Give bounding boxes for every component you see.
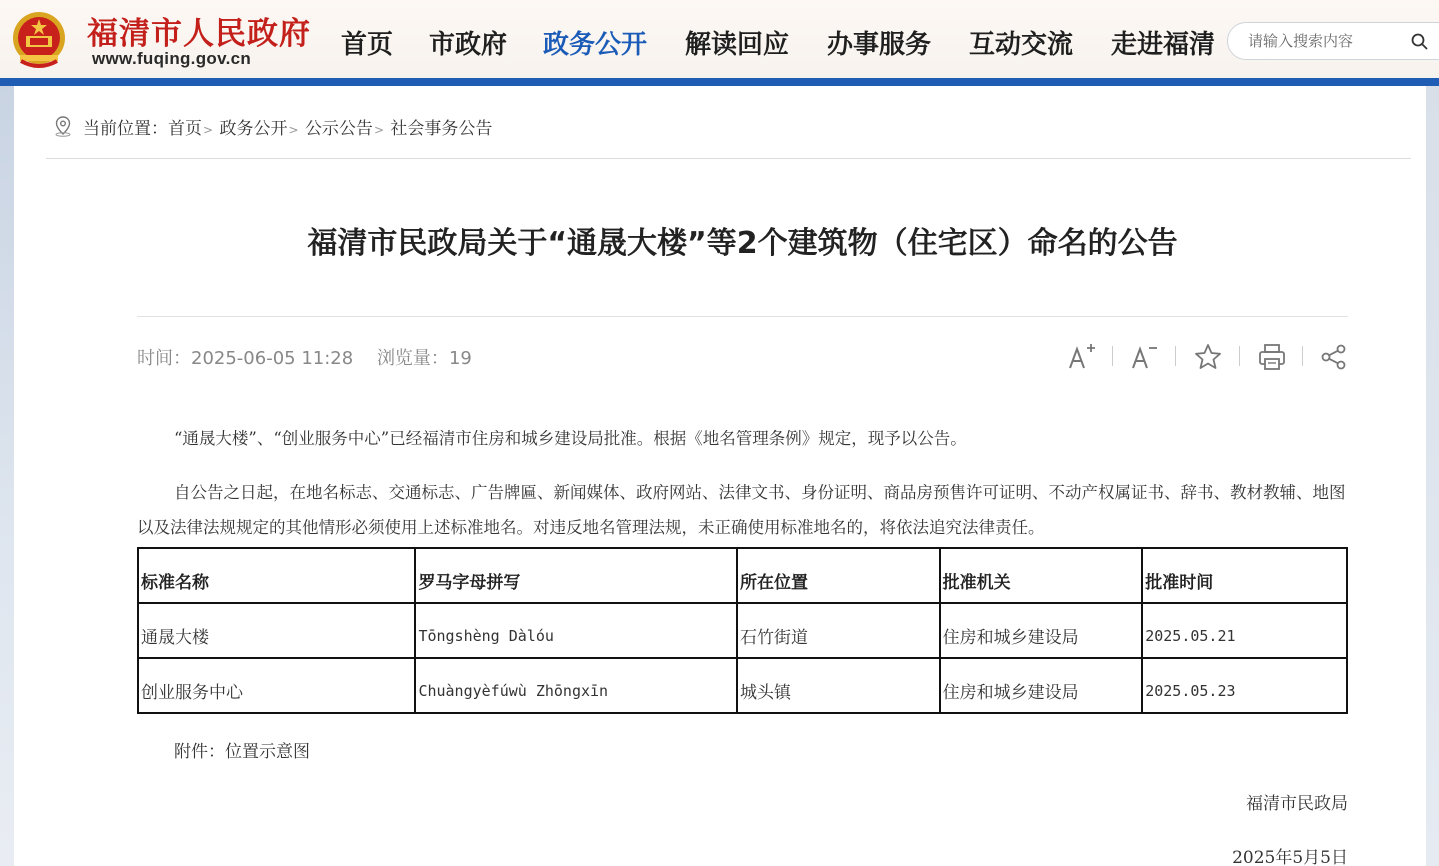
breadcrumb-prefix: 当前位置： xyxy=(83,119,168,139)
table-cell: 2025.05.21 xyxy=(1142,603,1347,658)
table-header: 批准时间 xyxy=(1142,548,1347,603)
table-header: 标准名称 xyxy=(138,548,415,603)
search-box xyxy=(1227,22,1439,60)
table-cell: 创业服务中心 xyxy=(138,658,415,713)
breadcrumb-home[interactable]: 首页 xyxy=(168,119,202,139)
national-emblem-icon xyxy=(11,9,67,71)
table-header: 罗马字母拼写 xyxy=(415,548,737,603)
article-paragraph: “通晟大楼”、“创业服务中心”已经福清市住房和城乡建设局批准。根据《地名管理条例》规定，现予以公告。 xyxy=(174,429,967,448)
breadcrumb-announcements[interactable]: 公示公告 xyxy=(304,119,373,139)
table-cell: 石竹街道 xyxy=(737,603,940,658)
search-input[interactable] xyxy=(1248,31,1398,51)
nav-item-home[interactable]: 首页 xyxy=(341,30,394,60)
breadcrumb-social-affairs[interactable]: 社会事务公告 xyxy=(390,119,493,139)
breadcrumb-government-affairs[interactable]: 政务公开 xyxy=(219,119,288,139)
breadcrumb-divider xyxy=(46,158,1411,159)
views-label: 浏览量： xyxy=(376,348,449,369)
font-decrease-icon[interactable] xyxy=(1129,342,1159,372)
star-icon[interactable] xyxy=(1193,342,1223,372)
signature: 福清市民政局 xyxy=(1246,794,1348,814)
toolbar-divider xyxy=(1175,346,1176,366)
table-row xyxy=(138,658,1347,713)
title-divider xyxy=(137,316,1348,317)
attachment-link[interactable]: 附件：位置示意图 xyxy=(174,742,310,762)
table-cell: 住房和城乡建设局 xyxy=(940,603,1143,658)
article-paragraph: 自公告之日起，在地名标志、交通标志、广告牌匾、新闻媒体、政府网站、法律文书、身份证明、商品房预售许可证明、不动产权属证书、辞书、教材教辅、地图以及法律法规规定的其他情形必须使用上述标准地名。对违反地名管理法规，未正确使用标准地名的，将依法追究法律责任。 xyxy=(137,483,1346,537)
table-header-row xyxy=(138,548,1347,603)
table-row xyxy=(138,603,1347,658)
table-cell: 城头镇 xyxy=(737,658,940,713)
time-label: 时间： xyxy=(137,348,191,369)
table-cell: Tōngshèng Dàlóu xyxy=(415,603,737,658)
table-cell: 住房和城乡建设局 xyxy=(940,658,1143,713)
background-left xyxy=(0,86,14,866)
breadcrumb-separator: > xyxy=(373,123,384,137)
header-accent-bar xyxy=(0,78,1439,86)
nav-item-about-fuqing[interactable]: 走进福清 xyxy=(1111,30,1216,60)
page-title: 福清市民政局关于“通晟大楼”等2个建筑物（住宅区）命名的公告 xyxy=(307,226,1178,261)
toolbar-divider xyxy=(1112,346,1113,366)
nav-item-services[interactable]: 办事服务 xyxy=(827,30,932,60)
table-cell: Chuàngyèfúwù Zhōngxīn xyxy=(415,658,737,713)
site-header xyxy=(0,0,1439,82)
article-meta xyxy=(137,344,472,370)
toolbar-divider xyxy=(1302,346,1303,366)
nav-item-city-government[interactable]: 市政府 xyxy=(429,30,508,60)
nav-item-interpretation[interactable]: 解读回应 xyxy=(685,30,790,60)
view-count: 19 xyxy=(448,348,472,369)
share-icon[interactable] xyxy=(1320,342,1348,372)
signature-date: 2025年5月5日 xyxy=(1232,848,1348,866)
toolbar-divider xyxy=(1239,346,1240,366)
table-cell: 通晟大楼 xyxy=(138,603,415,658)
table-cell: 2025.05.23 xyxy=(1142,658,1347,713)
naming-table xyxy=(137,547,1348,714)
location-pin-icon xyxy=(52,115,74,137)
nav-item-interaction[interactable]: 互动交流 xyxy=(969,30,1074,60)
table-header: 批准机关 xyxy=(940,548,1143,603)
nav-item-government-affairs[interactable]: 政务公开 xyxy=(543,30,648,60)
site-name[interactable]: 福清市人民政府 xyxy=(87,16,311,52)
font-increase-icon[interactable] xyxy=(1066,342,1096,372)
search-icon[interactable] xyxy=(1411,33,1428,50)
table-header: 所在位置 xyxy=(737,548,940,603)
background-right xyxy=(1426,86,1439,866)
article-toolbar xyxy=(1066,342,1348,372)
publish-time: 2025-06-05 11:28 xyxy=(191,348,354,369)
breadcrumb-separator: > xyxy=(203,123,214,137)
print-icon[interactable] xyxy=(1257,342,1287,372)
site-url[interactable]: www.fuqing.gov.cn xyxy=(92,49,252,68)
breadcrumb-separator: > xyxy=(288,123,299,137)
